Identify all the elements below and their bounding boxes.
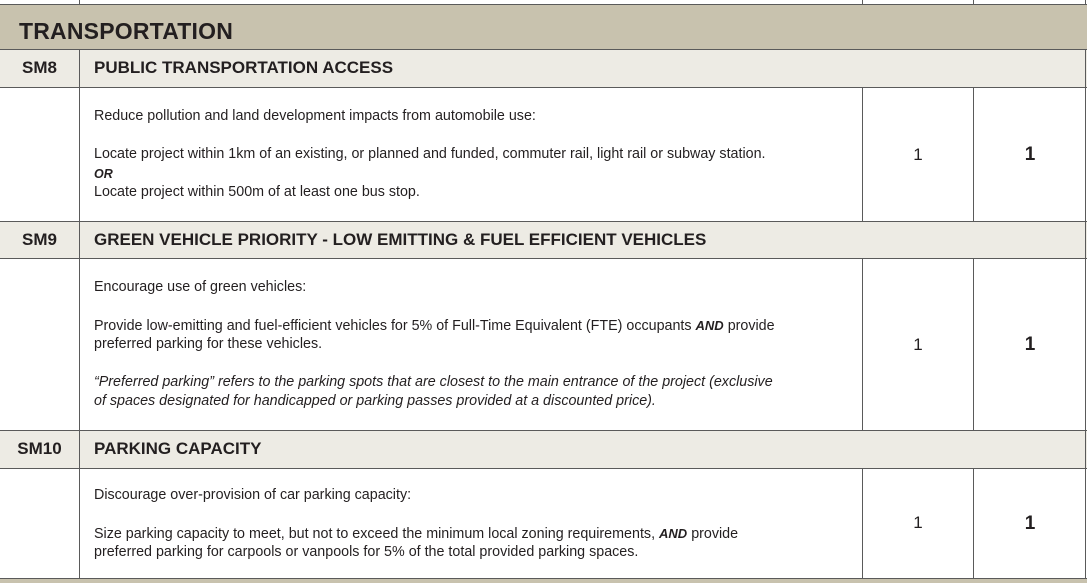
table-rule (1085, 0, 1086, 5)
item-connector: AND (659, 526, 688, 541)
item-requirement: Locate project within 1km of an existing, or planned and funded, commuter rail, light rail or subway station. (94, 146, 766, 162)
item-requirement (94, 524, 738, 544)
table-rule (0, 578, 1087, 579)
item-title: PUBLIC TRANSPORTATION ACCESS (94, 58, 394, 77)
item-points: 1 (913, 513, 923, 532)
item-intro: Encourage use of green vehicles: (94, 279, 307, 295)
item-code: SM8 (22, 58, 57, 77)
table-rule (0, 430, 1087, 431)
table-rule (862, 0, 863, 5)
table-rule (0, 4, 1087, 5)
table-rule (862, 258, 863, 430)
item-requirement-cont: preferred parking for these vehicles. (94, 336, 323, 352)
item-title: GREEN VEHICLE PRIORITY - LOW EMITTING & FUEL EFFICIENT VEHICLES (94, 230, 707, 249)
item-requirement-cont: preferred parking for carpools or vanpools for 5% of the total provided parking spaces. (94, 544, 639, 560)
table-rule (862, 468, 863, 578)
item-requirement-text: Size parking capacity to meet, but not to exceed the minimum local zoning requirements, (94, 526, 656, 542)
table-rule (973, 258, 974, 430)
item-note: “Preferred parking” refers to the parking spots that are closest to the main entrance of the project (exclusive (94, 374, 773, 390)
item-title: PARKING CAPACITY (94, 439, 262, 458)
item-points: 1 (913, 145, 923, 164)
item-note-cont: of spaces designated for handicapped or parking passes provided at a discounted price). (94, 393, 656, 409)
item-points: 1 (913, 335, 923, 354)
table-rule (0, 468, 1087, 469)
item-score: 1 (1024, 144, 1036, 165)
table-rule (79, 49, 80, 579)
item-requirement (94, 316, 775, 336)
table-rule (973, 87, 974, 221)
table-rule (1085, 49, 1086, 579)
table-rule (973, 0, 974, 5)
next-section-edge (0, 579, 1087, 583)
item-code: SM10 (17, 439, 62, 458)
item-connector: OR (94, 167, 113, 181)
table-rule (0, 258, 1087, 259)
item-requirement-text: provide (727, 318, 775, 334)
table-rule (0, 87, 1087, 88)
item-score: 1 (1024, 513, 1036, 534)
item-code: SM9 (22, 230, 57, 249)
table-rule (862, 87, 863, 221)
item-connector: AND (695, 318, 724, 333)
item-requirement-alt: Locate project within 500m of at least one bus stop. (94, 184, 420, 200)
section-header (0, 5, 1087, 49)
item-intro: Discourage over-provision of car parking capacity: (94, 487, 412, 503)
table-rule (0, 221, 1087, 222)
item-requirement-text: Provide low-emitting and fuel-efficient vehicles for 5% of Full-Time Equivalent (FTE) occupants (94, 318, 692, 334)
table-rule (0, 49, 1087, 50)
item-score: 1 (1024, 334, 1036, 355)
item-requirement-text: provide (691, 526, 739, 542)
section-title: TRANSPORTATION (19, 18, 234, 44)
table-rule (973, 468, 974, 578)
table-rule (79, 0, 80, 5)
item-intro: Reduce pollution and land development impacts from automobile use: (94, 108, 536, 124)
